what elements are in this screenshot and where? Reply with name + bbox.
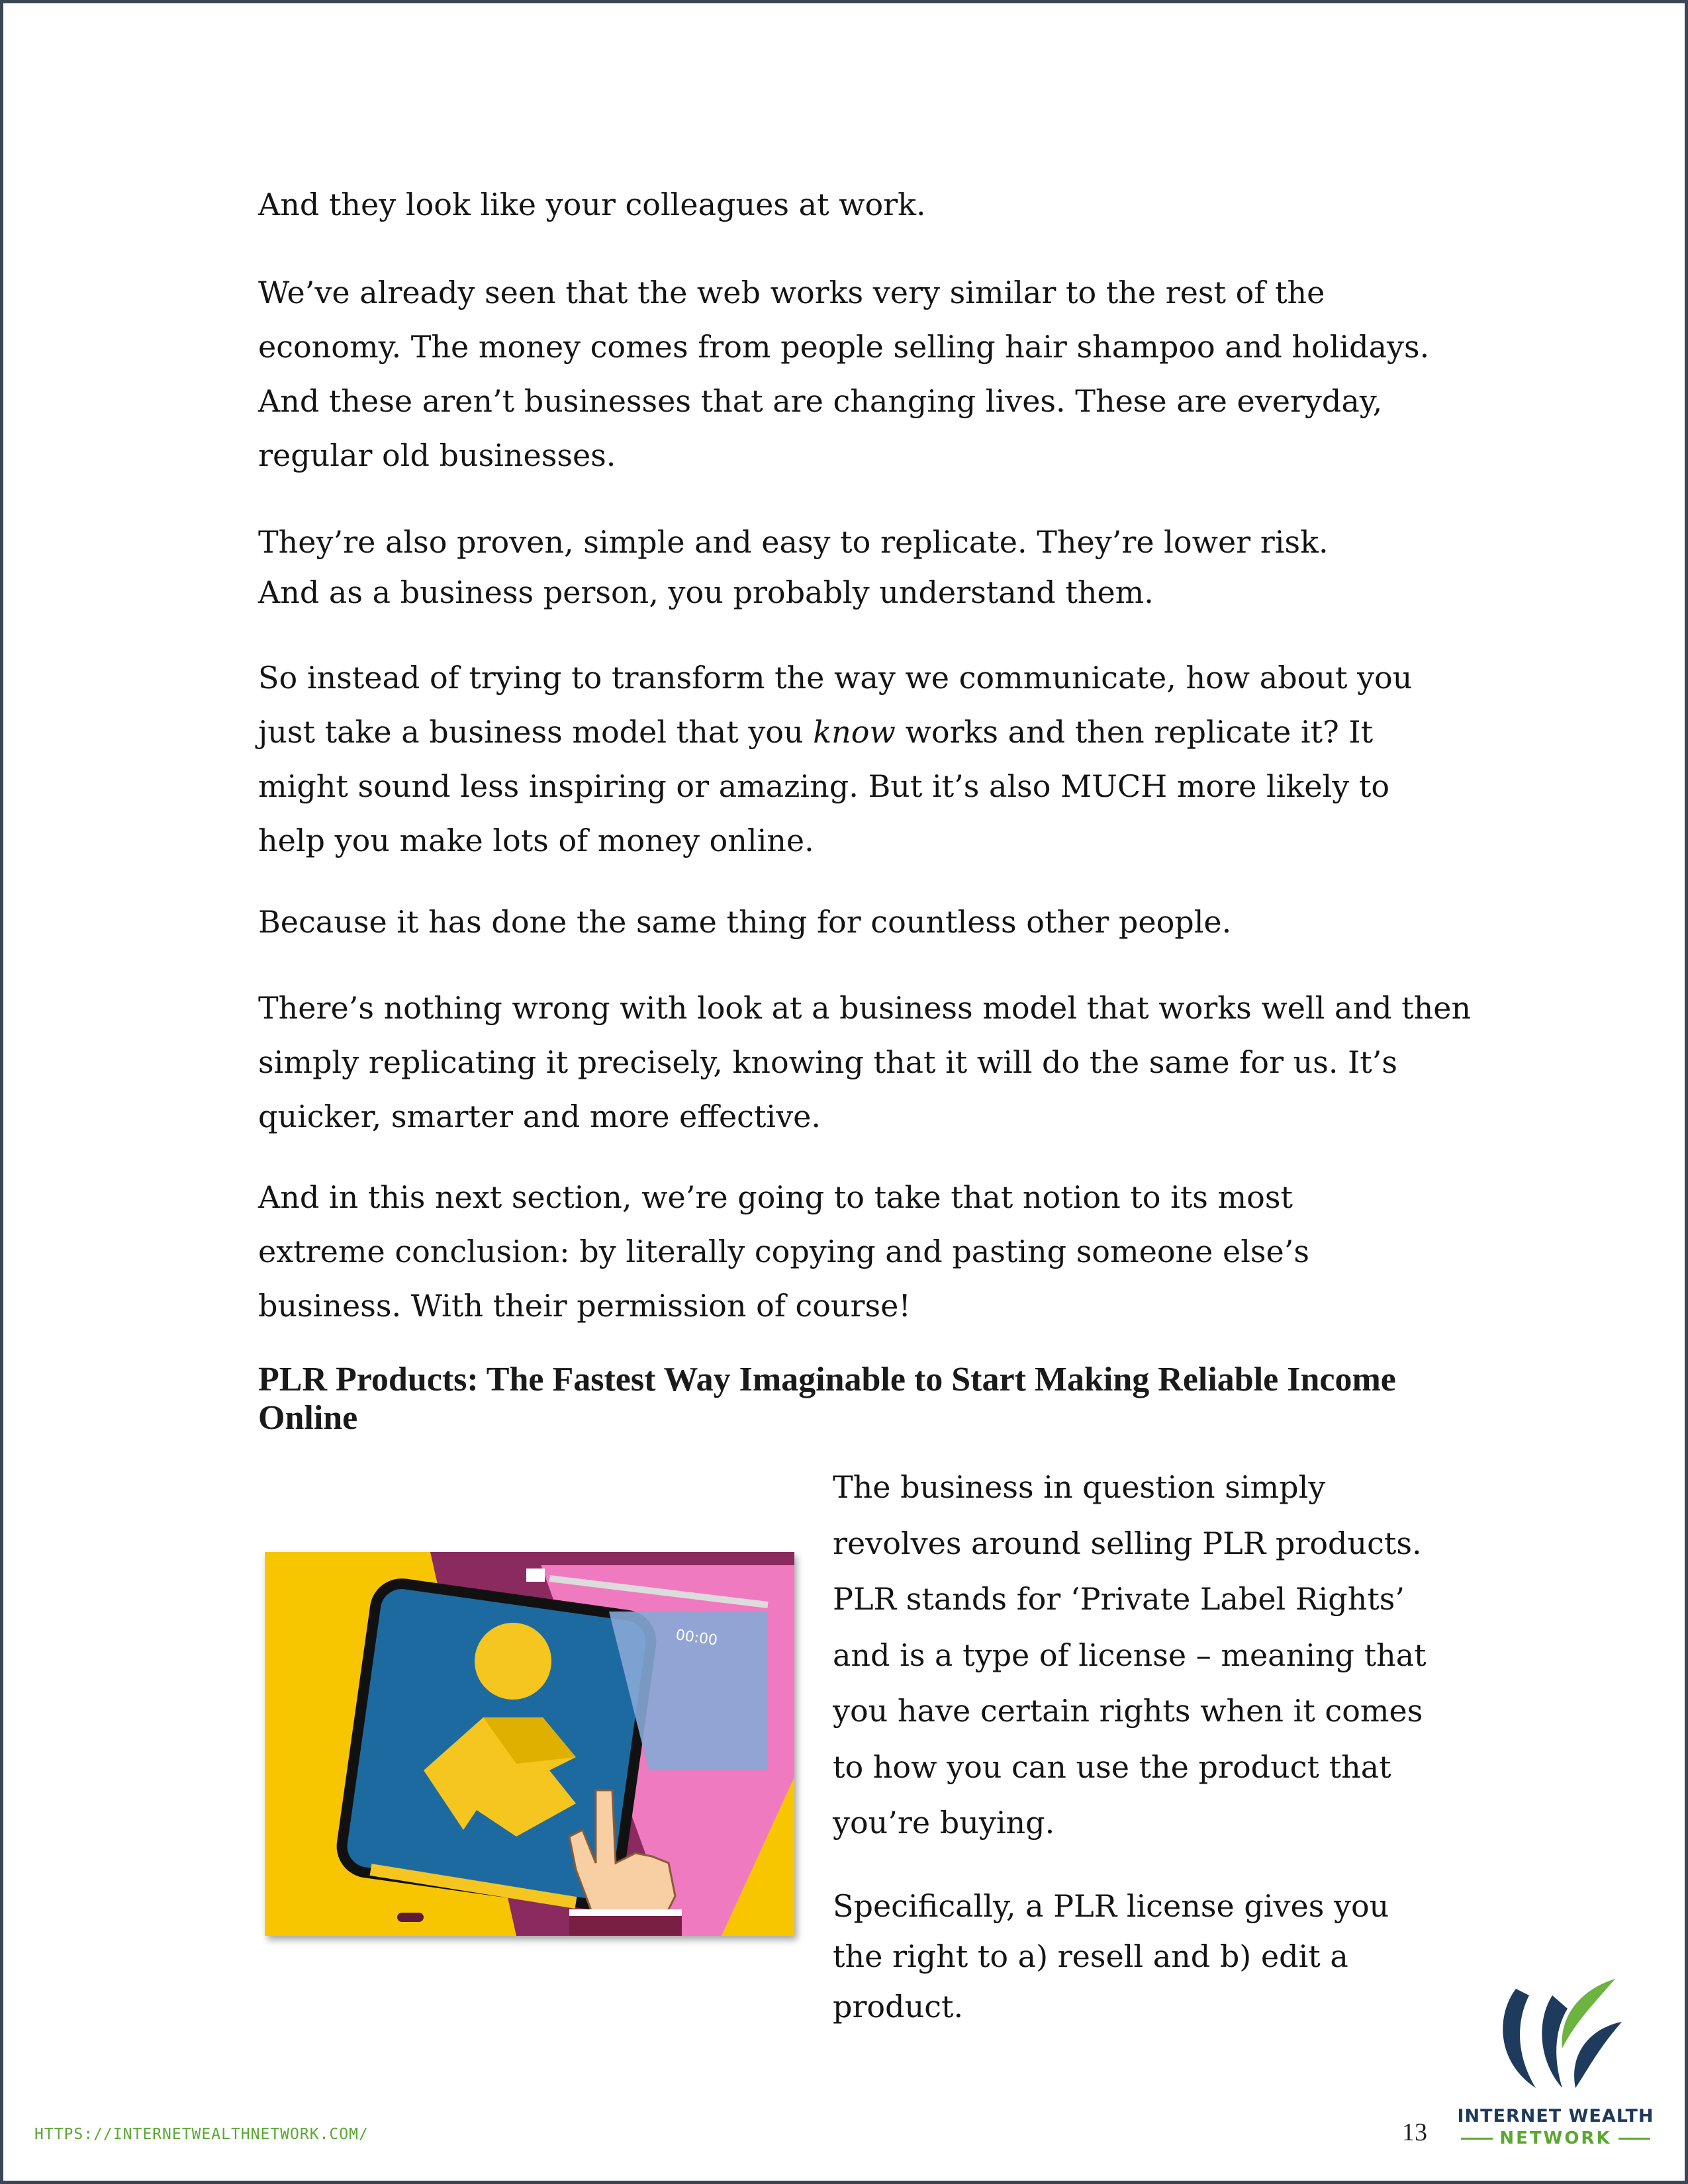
heading-line: Online: [258, 1399, 358, 1437]
text-line: regular old businesses.: [258, 437, 616, 473]
text-line: help you make lots of money online.: [258, 823, 814, 858]
text-line: extreme conclusion: by literally copying and pasting someone else’s: [258, 1234, 1309, 1269]
text-line: We’ve already seen that the web works very similar to the rest of the: [258, 275, 1325, 310]
text-line-with-emphasis: [258, 705, 1412, 759]
text-line: And they look like your colleagues at work.: [258, 187, 926, 222]
text-line: Specifically, a PLR license gives you: [833, 1888, 1389, 1924]
text-line: And as a business person, you probably understand them.: [258, 574, 1154, 610]
emphasis-know: know: [813, 714, 896, 750]
paragraph-4: [258, 651, 1412, 868]
text-line: economy. The money comes from people selling hair shampoo and holidays.: [258, 329, 1430, 365]
text-line: There’s nothing wrong with look at a business model that works well and then: [258, 990, 1472, 1026]
logo-text-network-line: [1446, 2128, 1665, 2148]
text-line: The business in question simply: [833, 1469, 1326, 1505]
text-line: the right to a) resell and b) edit a: [833, 1938, 1348, 1974]
text-line: and is a type of license – meaning that: [833, 1637, 1427, 1673]
footer-url-link[interactable]: HTTPS://INTERNETWEALTHNETWORK.COM/: [34, 2126, 369, 2143]
paragraph-2: [258, 265, 1429, 482]
plr-illustration: [265, 1552, 794, 1936]
internet-wealth-network-logo: [1489, 1976, 1628, 2095]
text-line: you’re buying.: [833, 1805, 1055, 1841]
text-line: revolves around selling PLR products.: [833, 1525, 1422, 1561]
text-line: Because it has done the same thing for countless other people.: [258, 904, 1232, 940]
logo-text-network: NETWORK: [1499, 2128, 1612, 2148]
text-line: business. With their permission of course!: [258, 1288, 911, 1324]
text-line: They’re also proven, simple and easy to replicate. They’re lower risk.: [258, 524, 1329, 560]
text-line: PLR stands for ‘Private Label Rights’: [833, 1581, 1405, 1617]
section-heading: [258, 1361, 1396, 1437]
text-segment: just take a business model that you: [258, 714, 814, 750]
right-column-paragraph-1: [833, 1459, 1427, 1851]
paragraph-6: [258, 981, 1471, 1144]
text-line: So instead of trying to transform the way we communicate, how about you: [258, 660, 1413, 696]
text-line: product.: [833, 1989, 964, 2025]
text-line: might sound less inspiring or amazing. But it’s also MUCH more likely to: [258, 768, 1390, 804]
phone-status-text: 00:00: [675, 1627, 719, 1649]
text-segment: works and then replicate it? It: [895, 714, 1374, 750]
paragraph-5: [258, 895, 1231, 949]
paragraph-7: [258, 1170, 1309, 1333]
heading-line: PLR Products: The Fastest Way Imaginable to Start Making Reliable Income: [258, 1361, 1396, 1398]
text-line: you have certain rights when it comes: [833, 1693, 1423, 1729]
paragraph-1: [258, 177, 926, 232]
logo-text-internet-wealth: INTERNET WEALTH: [1457, 2106, 1654, 2126]
text-line: to how you can use the product that: [833, 1749, 1391, 1785]
text-line: simply replicating it precisely, knowing that it will do the same for us. It’s: [258, 1044, 1397, 1080]
page-number: 13: [1402, 2118, 1427, 2146]
right-column-paragraph-2: [833, 1881, 1389, 2032]
text-line: And these aren’t businesses that are changing lives. These are everyday,: [258, 383, 1383, 419]
paragraph-3: [258, 517, 1329, 617]
text-line: And in this next section, we’re going to take that notion to its most: [258, 1179, 1293, 1215]
text-line: quicker, smarter and more effective.: [258, 1099, 821, 1134]
